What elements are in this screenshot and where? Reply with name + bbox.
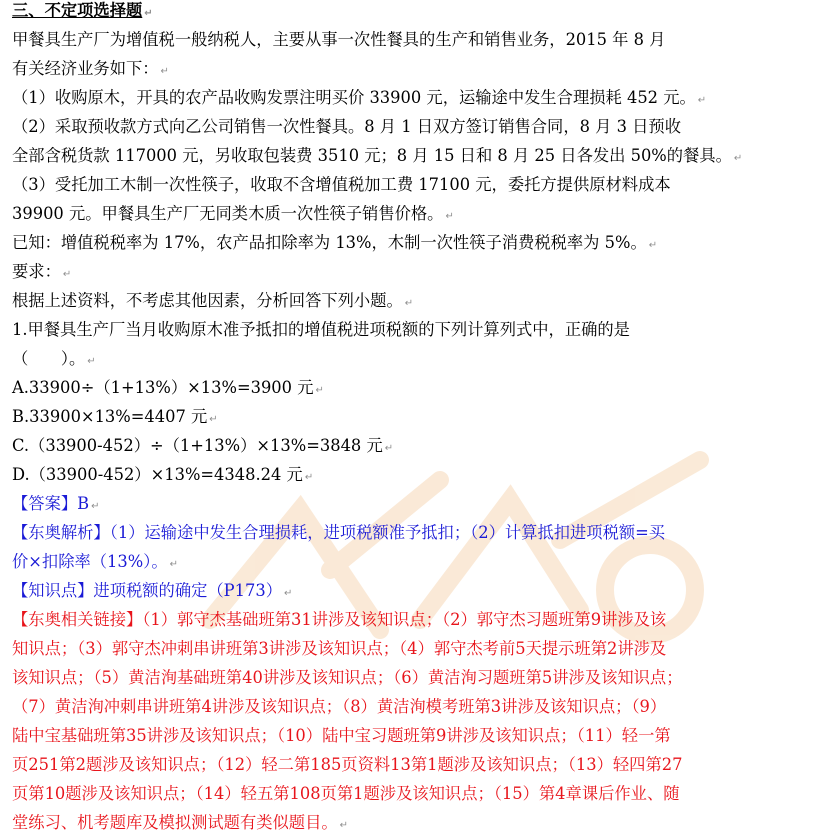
- answer-line: 【答案】B ↵: [12, 494, 100, 513]
- links-line: （7）黄洁洵冲刺串讲班第4讲涉及该知识点；（8）黄洁洵模考班第3讲涉及该知识点；（9）: [12, 697, 667, 716]
- intro-line: 甲餐具生产厂为增值税一般纳税人，主要从事一次性餐具的生产和销售业务，2015 年 8 月: [12, 30, 666, 49]
- links-line: 知识点；（3）郭守杰冲刺串讲班第3讲涉及该知识点；（4）郭守杰考前5天提示班第2讲涉及: [12, 639, 667, 658]
- links-line: 【东奥相关链接】（1）郭守杰基础班第31讲涉及该知识点；（2）郭守杰习题班第9讲涉及该: [12, 610, 667, 629]
- links-label: 【东奥相关链接】: [12, 610, 143, 629]
- links-line: 堂练习、机考题库及模拟测试题有类似题目。 ↵: [12, 813, 349, 832]
- answer-value: B: [77, 494, 90, 513]
- links-line: 页251第2题涉及该知识点；（12）轻二第185页资料13第1题涉及该知识点；（13）轻四第27: [12, 755, 683, 774]
- question-line: 1.甲餐具生产厂当月收购原木准予抵扣的增值税进项税额的下列计算列式中，正确的是: [12, 320, 630, 339]
- knowledge-value: 进项税额的确定（P173）: [93, 581, 282, 600]
- option-c: C.（33900-452）÷（1+13%）×13%=3848 元 ↵: [12, 436, 394, 455]
- section-heading: 三、不定项选择题 ↵: [12, 1, 153, 20]
- option-a: A.33900÷（1+13%）×13%=3900 元 ↵: [12, 378, 324, 397]
- option-d: D.（33900-452）×13%=4348.24 元 ↵: [12, 465, 314, 484]
- links-line: 陆中宝基础班第35讲涉及该知识点；（10）陆中宝习题班第9讲涉及该知识点；（11）轻一第: [12, 726, 671, 745]
- knowledge-line: 【知识点】进项税额的确定（P173） ↵: [12, 581, 293, 600]
- item-line: 39900 元。甲餐具生产厂无同类木质一次性筷子销售价格。 ↵: [12, 204, 454, 223]
- links-line: 页第10题涉及该知识点；（14）轻五第108页第1题涉及该知识点；（15）第4章课后作业、随: [12, 784, 680, 803]
- knowledge-label: 【知识点】: [12, 581, 94, 600]
- analysis-label: 【东奥解析】: [12, 523, 110, 542]
- analysis-line: 【东奥解析】（1）运输途中发生合理损耗，进项税额准予抵扣；（2）计算抵扣进项税额=买: [12, 523, 666, 542]
- intro-line: 有关经济业务如下： ↵: [12, 59, 169, 78]
- analysis-line: 价×扣除率（13%）。 ↵: [12, 552, 179, 571]
- item-line: 全部含税货款 117000 元，另收取包装费 3510 元；8 月 15 日和 8 月 25 日各发出 50%的餐具。 ↵: [12, 146, 743, 165]
- answer-label: 【答案】: [12, 494, 78, 513]
- known-line: 已知：增值税税率为 17%，农产品扣除率为 13%，木制一次性筷子消费税税率为 5%。 ↵: [12, 233, 658, 252]
- links-line: 该知识点；（5）黄洁洵基础班第40讲涉及该知识点；（6）黄洁洵习题班第5讲涉及该知识点；: [12, 668, 683, 687]
- option-b: B.33900×13%=4407 元 ↵: [12, 407, 218, 426]
- requirement-label: 要求： ↵: [12, 262, 72, 281]
- item-line: （3）受托加工木制一次性筷子，收取不含增值税加工费 17100 元，委托方提供原材料成本: [12, 175, 671, 194]
- item-line: （1）收购原木，开具的农产品收购发票注明买价 33900 元，运输途中发生合理损耗 452 元。 ↵: [12, 88, 707, 107]
- instruction-line: 根据上述资料，不考虑其他因素，分析回答下列小题。 ↵: [12, 291, 414, 310]
- item-line: （2）采取预收款方式向乙公司销售一次性餐具。8 月 1 日双方签订销售合同，8 月 3 日预收: [12, 117, 681, 136]
- question-line: （ ）。 ↵: [12, 349, 96, 368]
